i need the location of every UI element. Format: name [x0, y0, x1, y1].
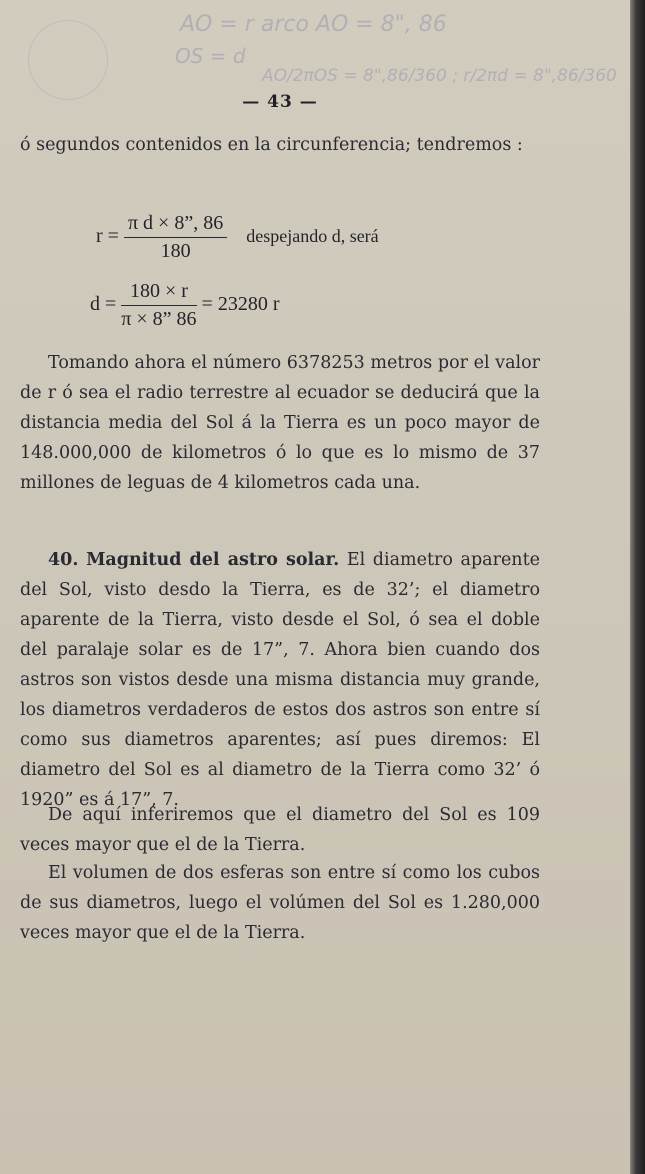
page-edge-shadow	[630, 0, 645, 1174]
formula1-lhs: r =	[96, 225, 119, 248]
section-title: Magnitud del astro solar.	[86, 550, 340, 570]
section-40	[20, 545, 540, 815]
formula1-numerator: π d × 8”, 86	[124, 212, 227, 238]
pencil-note-c: AO/2πOS = 8",86/360 ; r/2πd = 8",86/360	[262, 66, 617, 86]
formula2-result: = 23280 r	[201, 293, 280, 316]
paragraph-diameter: De aquí inferiremos que el diametro del Sol es 109 veces mayor que el de la Tierra.	[20, 805, 540, 855]
section-number: 40.	[48, 550, 79, 570]
formula2-numerator: 180 × r	[121, 280, 196, 306]
pencil-note-a: AO = r arco AO = 8", 86	[180, 12, 447, 37]
formula1-denominator: 180	[160, 240, 191, 262]
formula-radius	[96, 212, 379, 263]
formula1-fraction	[124, 212, 227, 263]
paragraph-distance: Tomando ahora el número 6378253 metros por el valor de r ó sea el radio terrestre al ecuador se deducirá que la distancia media del Sol á la Tierra es un poco mayor de 148.000,000 de kilometros ó lo que es lo mismo de 37 millones de leguas de 4 kilometros cada una.	[20, 353, 540, 493]
pencil-circle-sketch	[28, 20, 108, 100]
pencil-note-b: OS = d	[175, 44, 246, 68]
formula2-denominator: π × 8” 86	[121, 308, 197, 330]
paragraph-volume: El volumen de dos esferas son entre sí como los cubos de sus diametros, luego el volúmen del Sol es 1.280,000 veces mayor que el de la Tierra.	[20, 863, 540, 943]
section-body: El diametro aparente del Sol, visto desdo la Tierra, es de 32’; el diametro aparente de la Tierra, visto desde el Sol, ó sea el doble del paralaje solar es de 17”, 7. Ahora bien cuando dos astros son vistos desde una misma distancia muy grande, los diametros verdaderos de estos dos astros son entre sí como sus diametros aparentes; así pues diremos: El diametro del Sol es al diametro de la Tierra como 32’ ó 1920” es á 17”, 7.	[20, 550, 540, 810]
formula2-lhs: d =	[90, 293, 117, 316]
page-number: — 43 —	[242, 92, 318, 112]
formula2-fraction	[121, 280, 196, 331]
top-paragraph: ó segundos contenidos en la circunferencia; tendremos :	[20, 135, 523, 155]
formula-distance	[90, 280, 280, 331]
formula1-suffix: despejando d, será	[246, 226, 379, 247]
